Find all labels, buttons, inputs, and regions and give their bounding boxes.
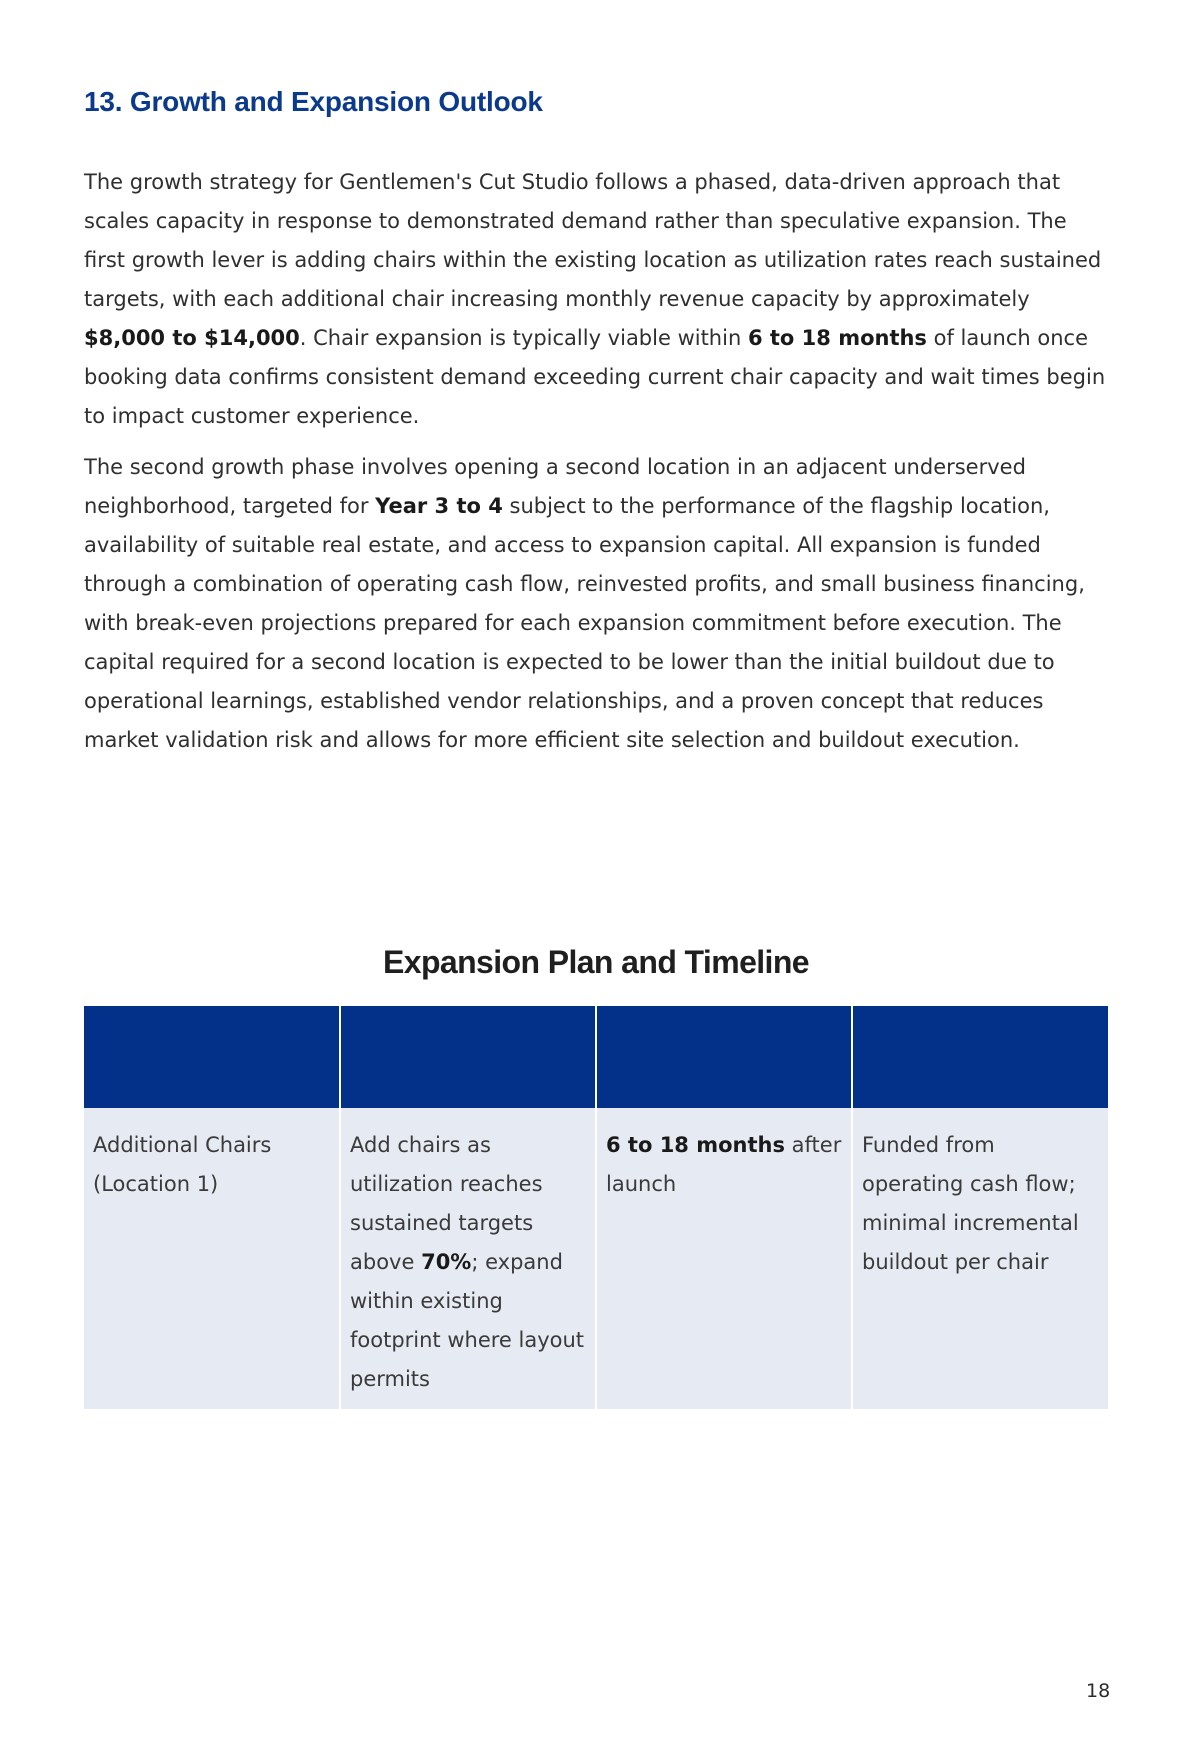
header-cell	[340, 1006, 596, 1108]
text-run: . Chair expansion is typically viable within	[299, 326, 748, 350]
section-title: 13. Growth and Expansion Outlook	[84, 86, 543, 117]
timeline-cell	[596, 1108, 852, 1409]
header-cell	[84, 1006, 340, 1108]
expansion-plan-table	[84, 1006, 1108, 1409]
table-title: Expansion Plan and Timeline	[383, 944, 809, 980]
revenue-range: $8,000 to $14,000	[84, 326, 300, 350]
text-run: Add chairs as utilization reaches sustained targets above	[350, 1133, 543, 1274]
text-run: The second growth phase involves opening a second location in an adjacent underserved neighborhood, targeted for	[84, 455, 1026, 518]
page-number: 18	[1086, 1680, 1111, 1702]
text-run: The growth strategy for Gentlemen's Cut Studio follows a phased, data-driven approach that scales capacity in response to demonstrated demand rather than speculative expansion. The first growth lever is adding chairs within the existing location as utilization rates reach sustained targets, with each additional chair increasing monthly revenue capacity by approximately	[84, 170, 1102, 311]
text-run: after launch	[606, 1133, 842, 1196]
body-text	[84, 163, 1106, 772]
text-run: of launch once booking data confirms consistent demand exceeding current chair capacity and wait times begin to impact customer experience.	[84, 326, 1106, 428]
table-header-row	[84, 1006, 1108, 1108]
paragraph-second-location	[84, 448, 1106, 760]
chair-expansion-timeframe: 6 to 18 months	[747, 326, 927, 350]
table-row	[84, 1108, 1108, 1409]
text-run: subject to the performance of the flagship location, availability of suitable real estate, and access to expansion capital. All expansion is funded through a combination of operating cash flow, reinvested profits, and small business financing, with break-even projections prepared for each expansion commitment before execution. The capital required for a second location is expected to be lower than the initial buildout due to operational learnings, established vendor relationships, and a proven concept that reduces market validation risk and allows for more efficient site selection and buildout execution.	[84, 494, 1085, 752]
funding-cell: Funded from operating cash flow; minimal incremental buildout per chair	[852, 1108, 1108, 1409]
second-location-target-year: Year 3 to 4	[375, 494, 503, 518]
description-cell	[340, 1108, 596, 1409]
text-run: ; expand within existing footprint where layout permits	[350, 1250, 585, 1391]
utilization-target: 70%	[421, 1250, 472, 1274]
timeline-value: 6 to 18 months	[606, 1133, 785, 1157]
header-cell	[852, 1006, 1108, 1108]
paragraph-growth-strategy	[84, 163, 1106, 436]
phase-cell: Additional Chairs (Location 1)	[84, 1108, 340, 1409]
header-cell	[596, 1006, 852, 1108]
